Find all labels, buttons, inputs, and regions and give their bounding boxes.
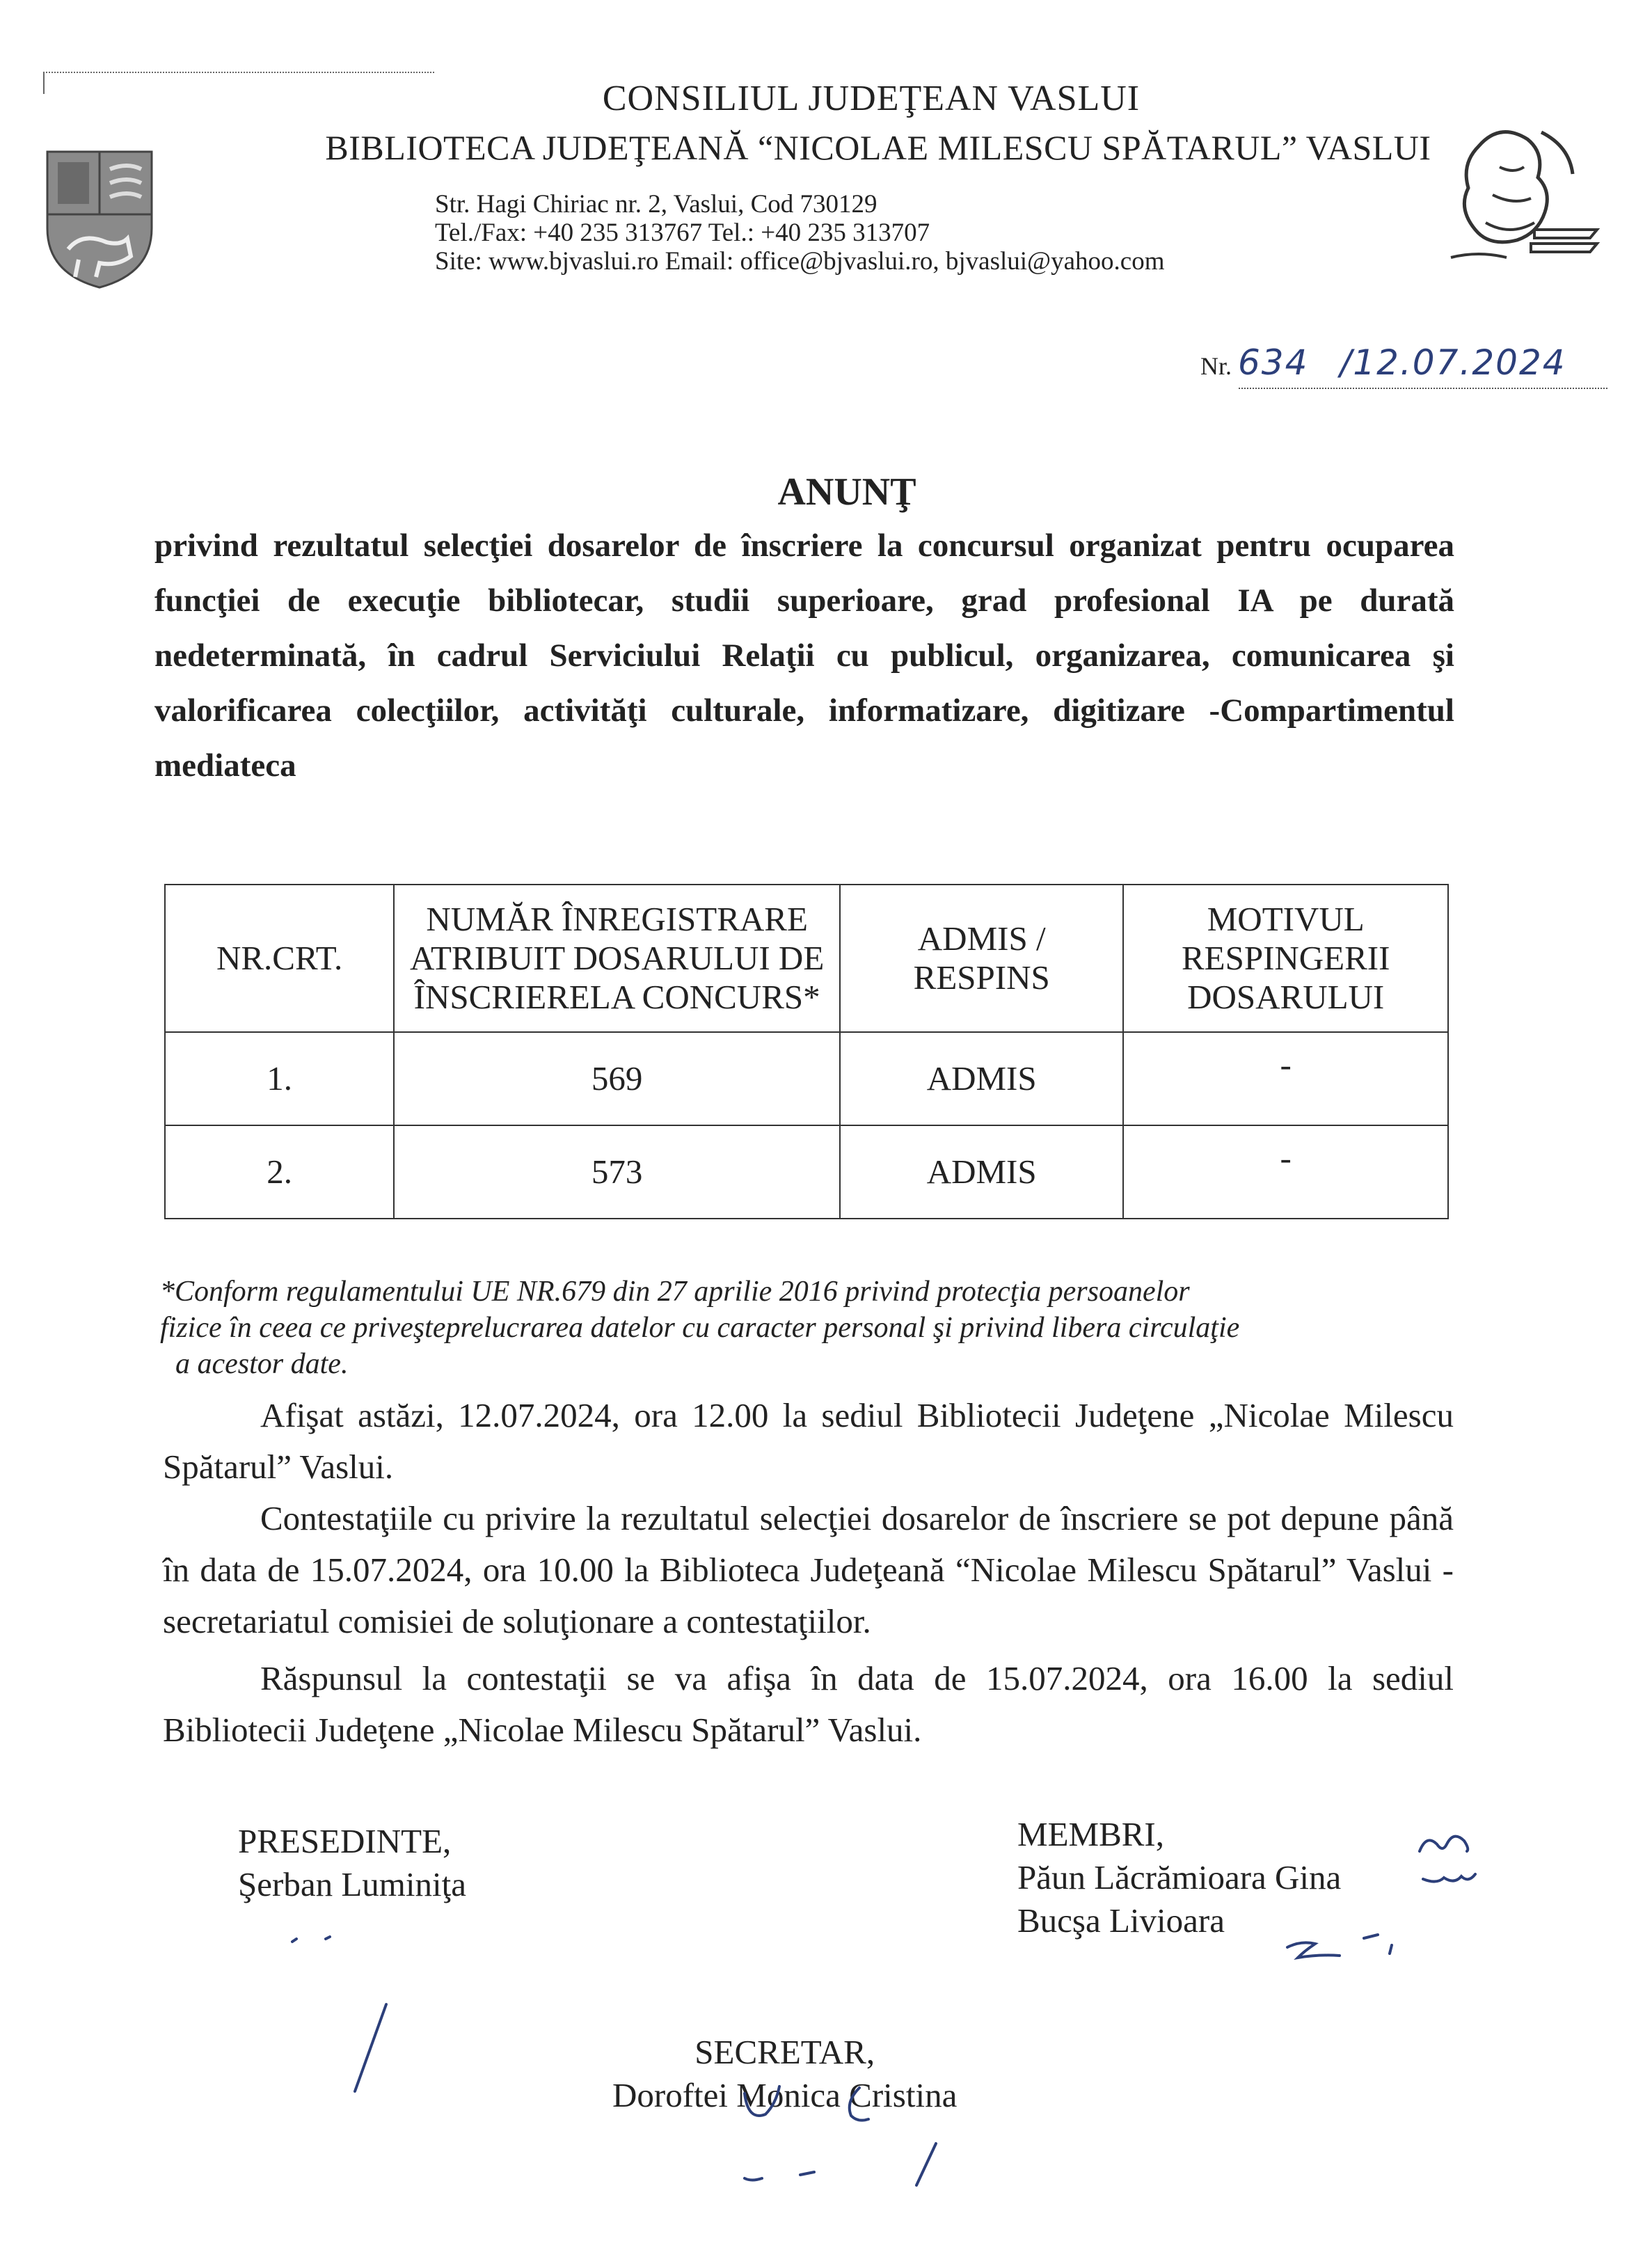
header-admitted-rejected: ADMIS / RESPINS	[840, 885, 1123, 1032]
appeals-paragraph: Contestaţiile cu privire la rezultatul selecţiei dosarelor de înscriere se pot depune până în data de 15.07.2024, ora 10.00 la Biblioteca Judeţeană “Nicolae Milescu Spătarul” Vaslui - secretariatul comisiei de soluţionare a contestaţiilor.	[163, 1499, 1454, 1640]
secretary-name: Doroftei Monica Cristina	[612, 2076, 958, 2114]
row-status: ADMIS	[840, 1125, 1123, 1219]
gdpr-footnote	[160, 1274, 1454, 1382]
announcement-subject: privind rezultatul selecţiei dosarelor de înscriere la concursul organizat pentru ocuparea funcţiei de execuţie bibliotecar, studii superioare, grad profesional IA pe durată nedeterminată, în cadrul Serviciului Relaţii cu publicul, organizarea, comunicarea şi valorificarea colecţiilor, activităţi culturale, informatizare, digitizare -Compartimentul mediateca	[154, 528, 1454, 784]
footnote-line: fizice în ceea ce priveşteprelucrarea datelor cu caracter personal şi privind libera circulaţie	[160, 1312, 1240, 1344]
registration-value: 634	[1238, 342, 1309, 383]
member-name: Păun Lăcrămioara Gina	[1017, 1858, 1342, 1896]
announcement-title: ANUNŢ	[777, 470, 916, 514]
row-reason-cell	[1123, 1125, 1448, 1219]
members-block	[1017, 1813, 1341, 1942]
header-rejection-reason: MOTIVUL RESPINGERII DOSARULUI	[1123, 885, 1448, 1032]
library-name: BIBLIOTECA JUDEŢEANĂ “NICOLAE MILESCU SPĂTARUL” VASLUI	[325, 128, 1431, 167]
registration-underline	[1239, 388, 1607, 389]
secretary-block	[612, 2031, 957, 2117]
table-header-row	[165, 885, 1448, 1032]
library-phone: Tel./Fax: +40 235 313767 Tel.: +40 235 313707	[435, 219, 930, 247]
row-registration-number: 573	[394, 1125, 840, 1219]
row-index: 1.	[165, 1032, 394, 1125]
row-status: ADMIS	[840, 1032, 1123, 1125]
table-row	[165, 1032, 1448, 1125]
library-address: Str. Hagi Chiriac nr. 2, Vaslui, Cod 730129	[435, 190, 877, 219]
registration-label: Nr.	[1200, 352, 1232, 380]
row-reason: -	[1280, 1139, 1292, 1177]
row-index: 2.	[165, 1125, 394, 1219]
member-name: Bucşa Livioara	[1017, 1901, 1225, 1940]
library-contacts: Site: www.bjvaslui.ro Email: office@bjvaslui.ro, bjvaslui@yahoo.com	[435, 247, 1165, 276]
president-block	[238, 1820, 466, 1906]
registration-number	[1200, 342, 1566, 383]
header-registration-number: NUMĂR ÎNREGISTRARE ATRIBUIT DOSARULUI DE ÎNSCRIERELA CONCURS*	[394, 885, 840, 1032]
row-reason-cell	[1123, 1032, 1448, 1125]
president-title: PRESEDINTE,	[238, 1822, 452, 1860]
footnote-line: a acestor date.	[175, 1348, 349, 1380]
row-reason: -	[1280, 1045, 1292, 1084]
registration-date: /12.07.2024	[1340, 342, 1566, 383]
header-nr-crt: NR.CRT.	[165, 885, 394, 1032]
posted-paragraph: Afişat astăzi, 12.07.2024, ora 12.00 la sediul Bibliotecii Judeţene „Nicolae Milescu Spătarul” Vaslui.	[163, 1396, 1454, 1486]
response-paragraph: Răspunsul la contestaţii se va afişa în data de 15.07.2024, ora 16.00 la sediul Bibliotecii Judeţene „Nicolae Milescu Spătarul” Vaslui.	[163, 1659, 1454, 1749]
members-title: MEMBRI,	[1017, 1815, 1165, 1853]
footnote-line: *Conform regulamentului UE NR.679 din 27 aprilie 2016 privind protecţia persoanelor	[160, 1276, 1190, 1308]
council-name: CONSILIUL JUDEŢEAN VASLUI	[602, 79, 1141, 118]
table-row	[165, 1125, 1448, 1219]
results-table	[164, 884, 1449, 1219]
president-name: Şerban Luminiţa	[238, 1865, 466, 1903]
secretary-title: SECRETAR,	[694, 2033, 875, 2071]
row-registration-number: 569	[394, 1032, 840, 1125]
